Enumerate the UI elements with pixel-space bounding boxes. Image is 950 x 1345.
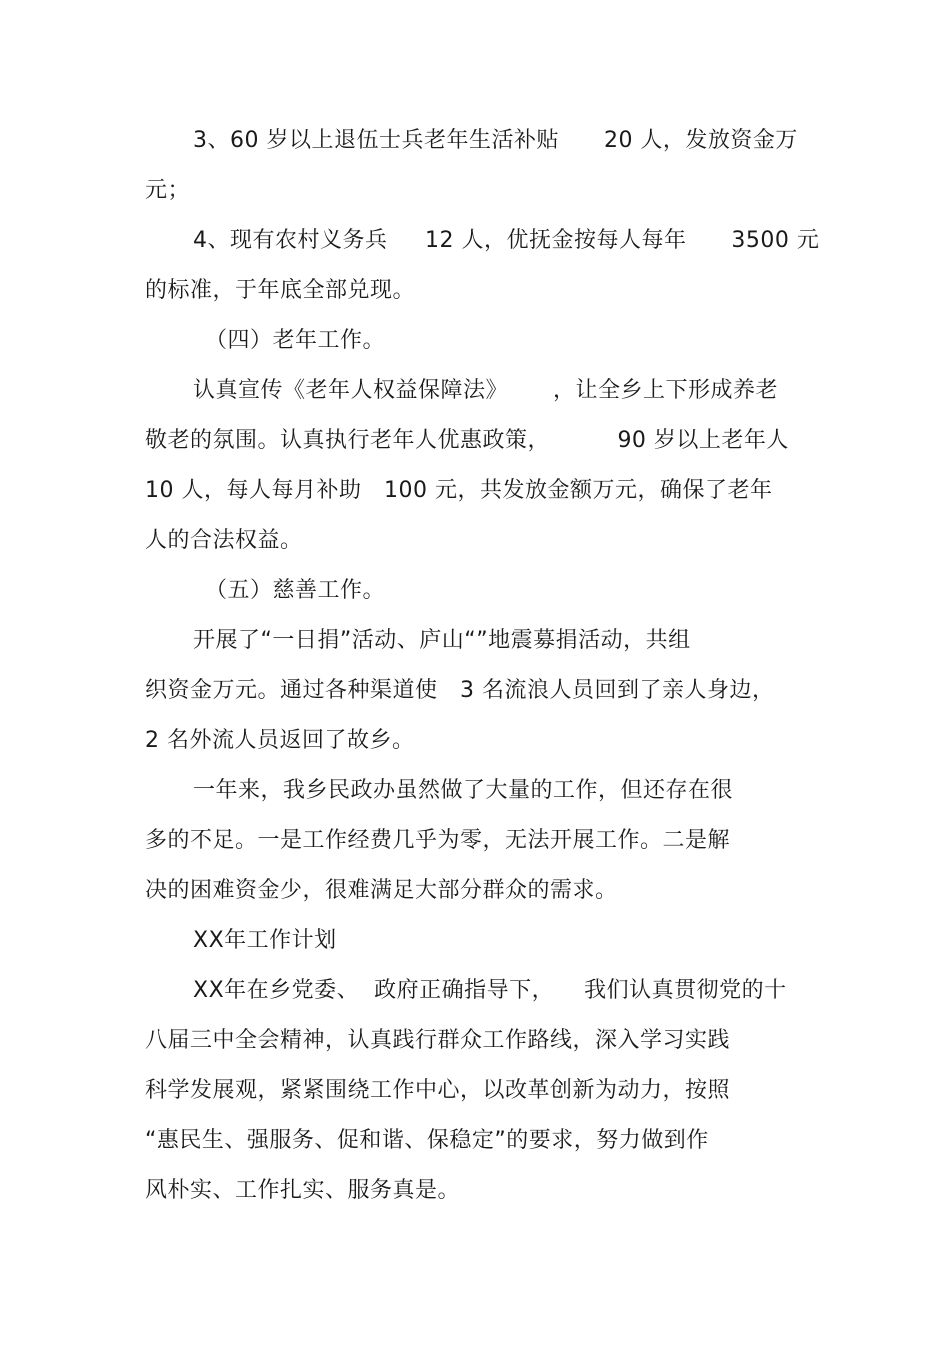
text-line: 一年来，我乡民政办虽然做了大量的工作，但还存在很: [193, 778, 734, 803]
text-line: 3、60 岁以上退伍士兵老年生活补贴 20 人，发放资金万: [193, 128, 798, 153]
text-line: 决的困难资金少，很难满足大部分群众的需求。: [145, 878, 618, 903]
text-line: 八届三中全会精神，认真践行群众工作路线，深入学习实践: [145, 1028, 731, 1053]
text-line: 10 人，每人每月补助 100 元，共发放金额万元，确保了老年: [145, 478, 773, 503]
section-heading: XX年工作计划: [193, 928, 337, 953]
text-line: 织资金万元。通过各种渠道使 3 名流浪人员回到了亲人身边，: [145, 678, 775, 703]
text-line: 多的不足。一是工作经费几乎为零，无法开展工作。二是解: [145, 828, 731, 853]
text-line: 人的合法权益。: [145, 528, 303, 553]
text-line: 科学发展观，紧紧围绕工作中心，以改革创新为动力，按照: [145, 1078, 731, 1103]
text-line: 开展了“一日捐”活动、庐山“”地震募捐活动，共组: [193, 628, 691, 653]
text-line: 2 名外流人员返回了故乡。: [145, 728, 415, 753]
text-line: 认真宣传《老年人权益保障法》 ，让全乡上下形成养老: [193, 378, 778, 403]
text-line: 风朴实、工作扎实、服务真是。: [145, 1178, 461, 1203]
section-heading: （五）慈善工作。: [205, 578, 386, 603]
text-line: 的标准，于年底全部兑现。: [145, 278, 416, 303]
text-line: “惠民生、强服务、促和谐、保稳定”的要求，努力做到作: [145, 1128, 709, 1153]
text-line: 元；: [145, 178, 191, 203]
section-heading: （四）老年工作。: [205, 328, 386, 353]
text-line: XX年在乡党委、 政府正确指导下， 我们认真贯彻党的十: [193, 978, 787, 1003]
text-line: 4、现有农村义务兵 12 人，优抚金按每人每年 3500 元: [193, 228, 820, 253]
text-line: 敬老的氛围。认真执行老年人优惠政策， 90 岁以上老年人: [145, 428, 789, 453]
